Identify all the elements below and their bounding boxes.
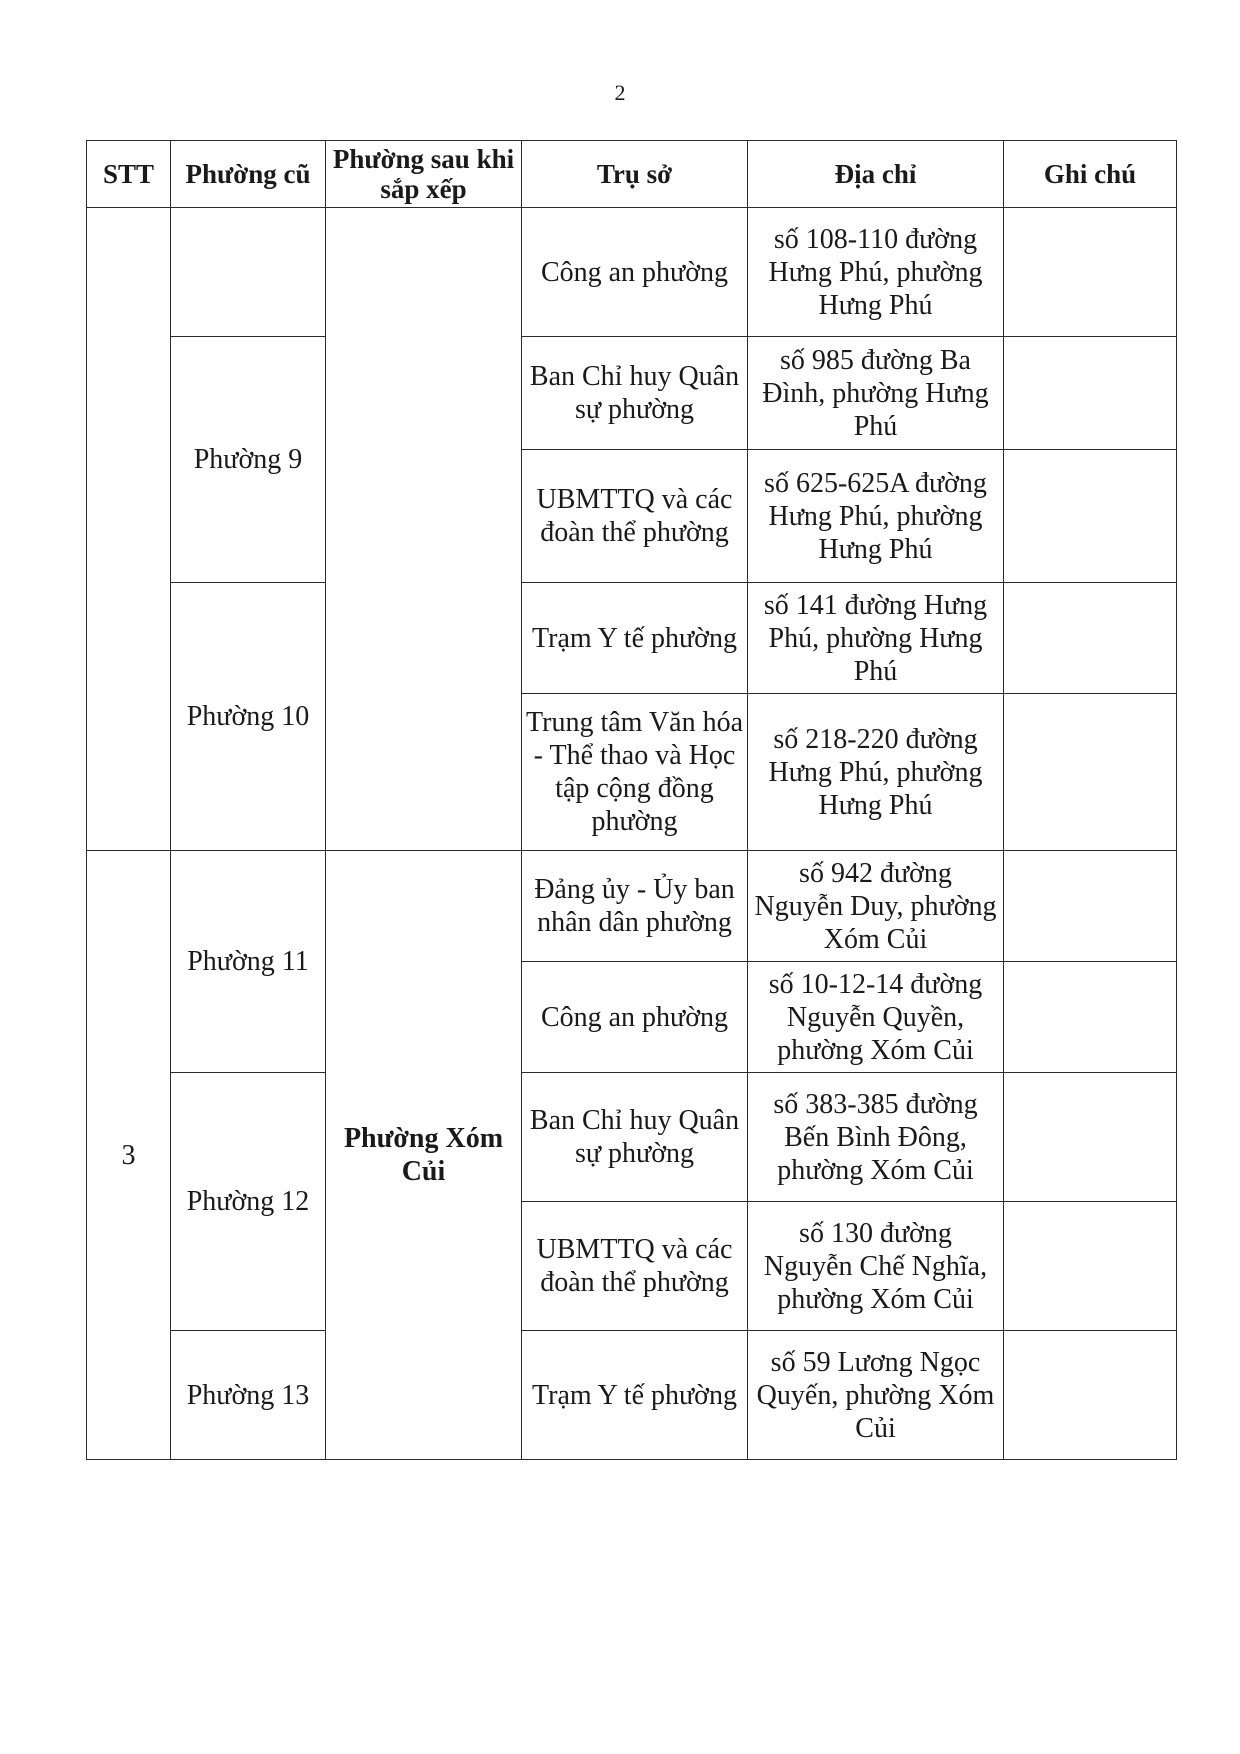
headquarters-cell: Trạm Y tế phường — [522, 583, 748, 694]
note-cell — [1004, 1073, 1177, 1202]
address-cell: số 59 Lương Ngọc Quyến, phường Xóm Củi — [748, 1331, 1004, 1460]
header-new-ward: Phường sau khi sắp xếp — [326, 141, 522, 208]
old-ward-cell: Phường 10 — [171, 583, 326, 851]
headquarters-cell: Ban Chỉ huy Quân sự phường — [522, 1073, 748, 1202]
note-cell — [1004, 851, 1177, 962]
header-note: Ghi chú — [1004, 141, 1177, 208]
old-ward-cell-empty — [171, 208, 326, 337]
old-ward-cell: Phường 11 — [171, 851, 326, 1073]
new-ward-cell-empty — [326, 208, 522, 851]
address-cell: số 108-110 đường Hưng Phú, phường Hưng Phú — [748, 208, 1004, 337]
note-cell — [1004, 1202, 1177, 1331]
headquarters-cell: Trung tâm Văn hóa - Thể thao và Học tập cộng đồng phường — [522, 694, 748, 851]
header-address: Địa chỉ — [748, 141, 1004, 208]
note-cell — [1004, 337, 1177, 450]
headquarters-cell: Trạm Y tế phường — [522, 1331, 748, 1460]
note-cell — [1004, 694, 1177, 851]
header-row — [87, 141, 1177, 208]
old-ward-cell: Phường 9 — [171, 337, 326, 583]
address-cell: số 218-220 đường Hưng Phú, phường Hưng Phú — [748, 694, 1004, 851]
address-cell: số 985 đường Ba Đình, phường Hưng Phú — [748, 337, 1004, 450]
headquarters-cell: UBMTTQ và các đoàn thể phường — [522, 1202, 748, 1331]
table-row — [87, 1073, 1177, 1202]
address-cell: số 10-12-14 đường Nguyễn Quyền, phường Xóm Củi — [748, 962, 1004, 1073]
header-old-ward: Phường cũ — [171, 141, 326, 208]
address-cell: số 383-385 đường Bến Bình Đông, phường Xóm Củi — [748, 1073, 1004, 1202]
ward-headquarters-table — [86, 140, 1177, 1460]
table-row — [87, 583, 1177, 694]
table-row — [87, 851, 1177, 962]
note-cell — [1004, 208, 1177, 337]
old-ward-cell: Phường 13 — [171, 1331, 326, 1460]
page-number: 2 — [614, 80, 626, 105]
header-stt: STT — [87, 141, 171, 208]
address-cell: số 130 đường Nguyễn Chế Nghĩa, phường Xóm Củi — [748, 1202, 1004, 1331]
header-headquarters: Trụ sở — [522, 141, 748, 208]
note-cell — [1004, 962, 1177, 1073]
headquarters-cell: Ban Chỉ huy Quân sự phường — [522, 337, 748, 450]
note-cell — [1004, 450, 1177, 583]
new-ward-cell: Phường Xóm Củi — [326, 851, 522, 1460]
old-ward-cell: Phường 12 — [171, 1073, 326, 1331]
headquarters-cell: UBMTTQ và các đoàn thể phường — [522, 450, 748, 583]
headquarters-cell: Công an phường — [522, 962, 748, 1073]
stt-cell: 3 — [87, 851, 171, 1460]
headquarters-cell: Đảng ủy - Ủy ban nhân dân phường — [522, 851, 748, 962]
note-cell — [1004, 583, 1177, 694]
address-cell: số 625-625A đường Hưng Phú, phường Hưng Phú — [748, 450, 1004, 583]
table-row — [87, 1331, 1177, 1460]
note-cell — [1004, 1331, 1177, 1460]
stt-cell-empty — [87, 208, 171, 851]
address-cell: số 141 đường Hưng Phú, phường Hưng Phú — [748, 583, 1004, 694]
table-row — [87, 208, 1177, 337]
address-cell: số 942 đường Nguyễn Duy, phường Xóm Củi — [748, 851, 1004, 962]
table-row — [87, 337, 1177, 450]
headquarters-cell: Công an phường — [522, 208, 748, 337]
